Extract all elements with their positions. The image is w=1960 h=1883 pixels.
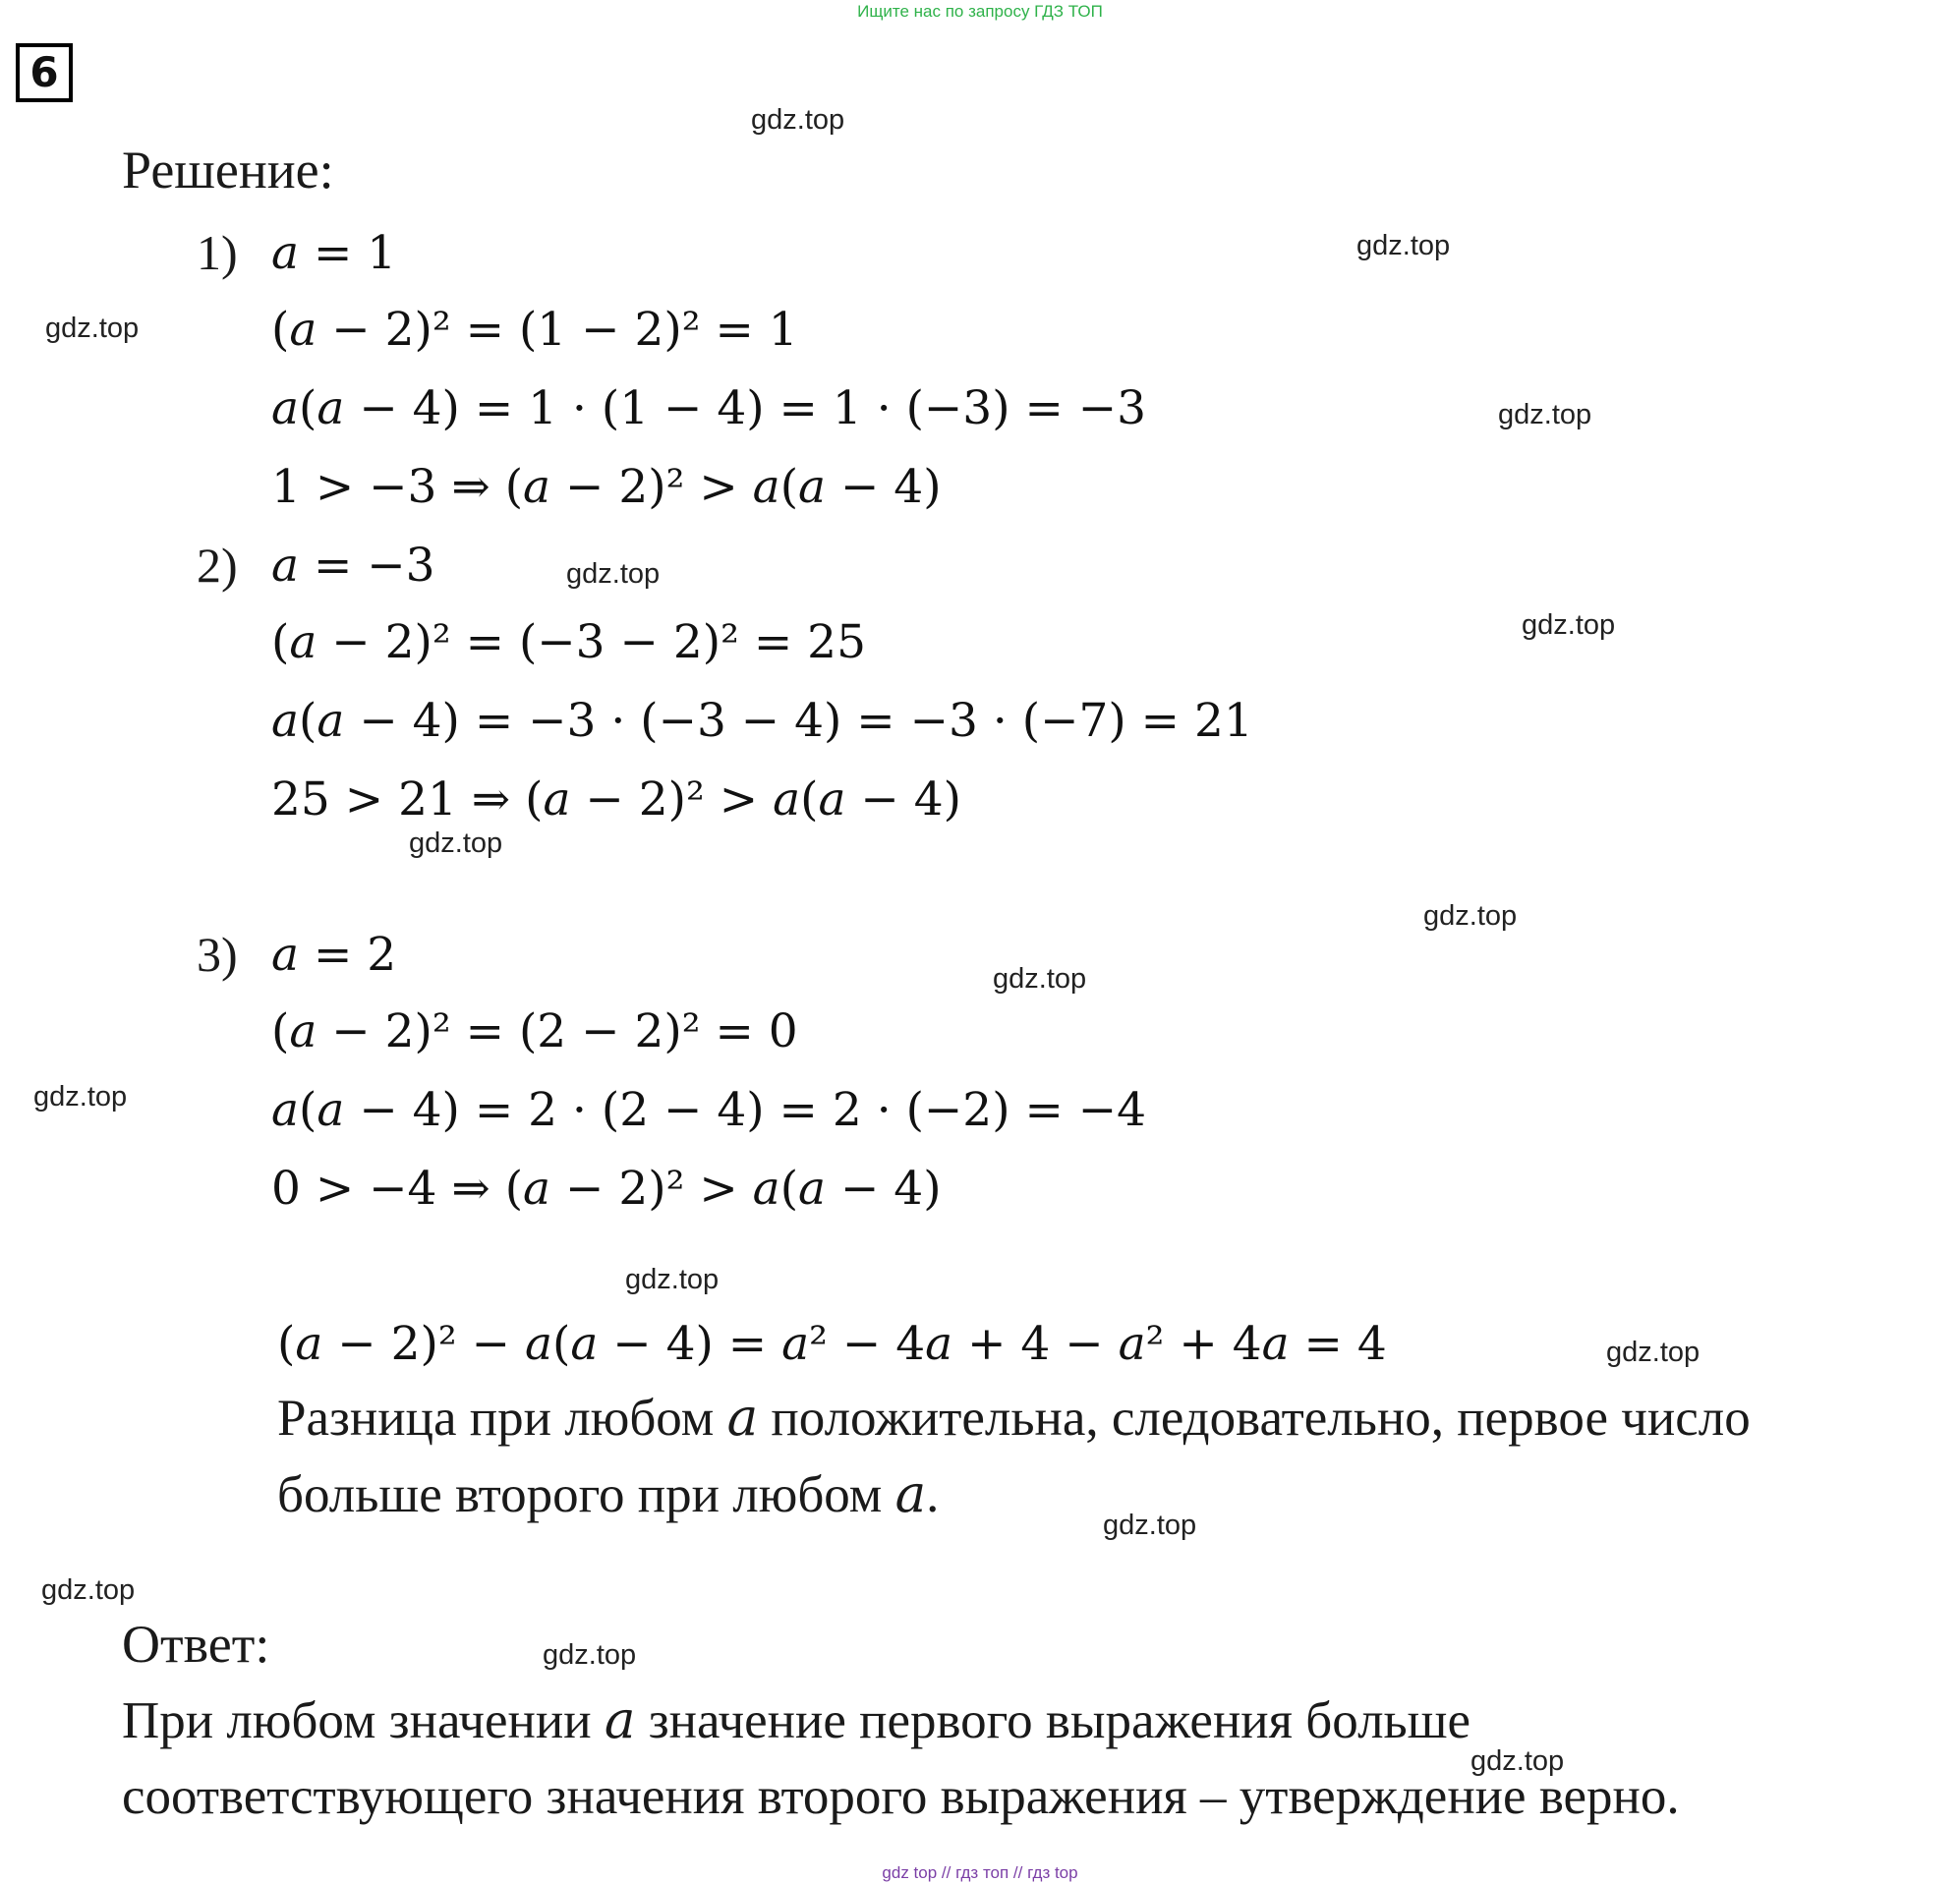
- case-2-square: (𝑎 − 2)² = (−3 − 2)² = 25: [271, 615, 866, 669]
- answer-line-2: соответствующего значения второго выражения – утверждение верно.: [122, 1768, 1680, 1825]
- watermark: gdz.top: [566, 558, 661, 590]
- watermark: gdz.top: [751, 104, 845, 136]
- solution-heading: Решение:: [122, 141, 334, 200]
- watermark: gdz.top: [1423, 900, 1518, 932]
- case-1-value: 𝑎 = 1: [271, 226, 397, 280]
- case-2-label: 2): [197, 538, 238, 593]
- conclusion-line-2: больше второго при любом 𝑎.: [277, 1466, 940, 1523]
- watermark: gdz.top: [33, 1081, 128, 1113]
- conclusion-line-1: Разница при любом 𝑎 положительна, следовательно, первое число: [277, 1390, 1751, 1447]
- footer-note: gdz top // гдз топ // гдз top: [882, 1863, 1078, 1882]
- watermark: gdz.top: [1606, 1337, 1701, 1368]
- watermark: gdz.top: [543, 1639, 637, 1671]
- watermark: gdz.top: [625, 1264, 720, 1295]
- watermark: gdz.top: [1470, 1745, 1565, 1777]
- case-1-label: 1): [197, 225, 238, 280]
- case-2-comparison: 25 > 21 ⇒ (𝑎 − 2)² > 𝑎(𝑎 − 4): [271, 772, 961, 827]
- case-3-square: (𝑎 − 2)² = (2 − 2)² = 0: [271, 1004, 798, 1058]
- answer-line-1: При любом значении 𝑎 значение первого выражения больше: [122, 1692, 1471, 1749]
- case-1-comparison: 1 > −3 ⇒ (𝑎 − 2)² > 𝑎(𝑎 − 4): [271, 460, 942, 514]
- header-note: Ищите нас по запросу ГДЗ ТОП: [857, 2, 1103, 21]
- case-3-product: 𝑎(𝑎 − 4) = 2 · (2 − 4) = 2 · (−2) = −4: [271, 1083, 1147, 1137]
- case-3-comparison: 0 > −4 ⇒ (𝑎 − 2)² > 𝑎(𝑎 − 4): [271, 1162, 942, 1216]
- case-3-label: 3): [197, 927, 238, 982]
- watermark: gdz.top: [1522, 609, 1616, 641]
- task-number-badge: 6: [16, 43, 73, 102]
- watermark: gdz.top: [41, 1574, 136, 1606]
- watermark: gdz.top: [1103, 1510, 1197, 1541]
- difference-equation: (𝑎 − 2)² − 𝑎(𝑎 − 4) = 𝑎² − 4𝑎 + 4 − 𝑎² + 4𝑎 = 4: [277, 1317, 1387, 1371]
- case-2-product: 𝑎(𝑎 − 4) = −3 · (−3 − 4) = −3 · (−7) = 21: [271, 694, 1253, 748]
- case-1-product: 𝑎(𝑎 − 4) = 1 · (1 − 4) = 1 · (−3) = −3: [271, 381, 1147, 435]
- watermark: gdz.top: [45, 313, 140, 344]
- watermark: gdz.top: [993, 963, 1087, 995]
- watermark: gdz.top: [1498, 399, 1592, 430]
- watermark: gdz.top: [1356, 230, 1451, 261]
- answer-heading: Ответ:: [122, 1615, 270, 1674]
- case-1-square: (𝑎 − 2)² = (1 − 2)² = 1: [271, 303, 798, 357]
- watermark: gdz.top: [409, 827, 503, 859]
- case-3-value: 𝑎 = 2: [271, 928, 397, 982]
- case-2-value: 𝑎 = −3: [271, 539, 435, 593]
